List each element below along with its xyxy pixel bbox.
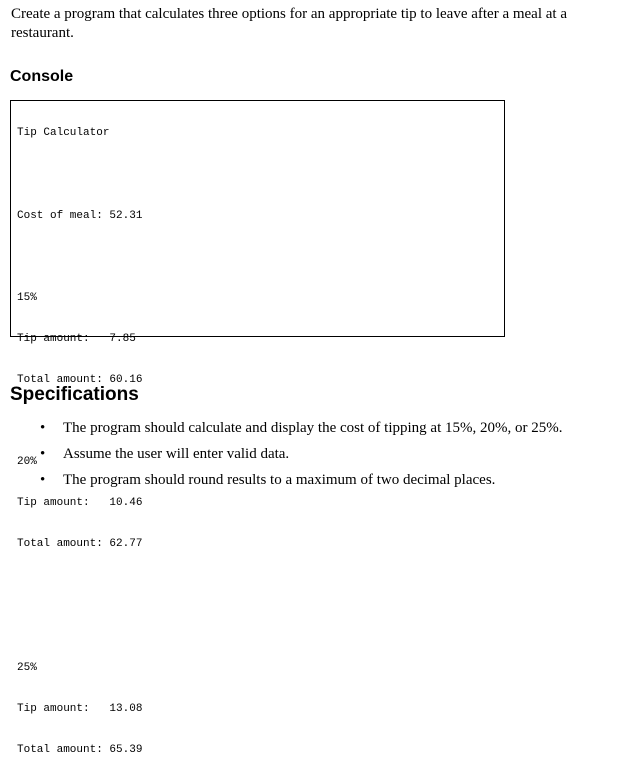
console-line: Tip Calculator xyxy=(17,127,110,140)
specification-text: Assume the user will enter valid data. xyxy=(63,446,290,462)
specification-text: The program should round results to a maximum of two decimal places. xyxy=(63,472,496,488)
console-line: 20% xyxy=(17,456,37,469)
console-line: Total amount: 65.39 xyxy=(17,743,143,756)
console-line: Cost of meal: 52.31 xyxy=(17,209,143,222)
specifications-heading: Specifications xyxy=(10,384,139,405)
console-line xyxy=(17,251,142,265)
list-item xyxy=(0,444,562,470)
console-line: Total amount: 62.77 xyxy=(17,538,143,551)
console-line xyxy=(17,579,142,593)
list-item xyxy=(0,418,562,444)
bullet-icon: • xyxy=(40,446,46,462)
console-line: 25% xyxy=(17,661,37,674)
console-line xyxy=(17,621,142,635)
bullet-icon: • xyxy=(40,472,46,488)
console-line xyxy=(17,169,142,183)
specification-text: The program should calculate and display the cost of tipping at 15%, 20%, or 25%. xyxy=(63,420,563,436)
list-item xyxy=(0,470,562,496)
intro-paragraph: Create a program that calculates three options for an appropriate tip to leave after a meal at a restaurant. xyxy=(11,6,567,41)
console-line: Total amount: 60.16 xyxy=(17,373,143,386)
console-heading: Console xyxy=(10,68,74,85)
console-line: Tip amount: 10.46 xyxy=(17,497,143,510)
bullet-icon: • xyxy=(40,420,46,436)
specifications-list xyxy=(0,418,562,496)
console-line: 15% xyxy=(17,291,37,304)
console-line: Tip amount: 7.85 xyxy=(17,332,136,345)
console-line: Tip amount: 13.08 xyxy=(17,702,143,715)
